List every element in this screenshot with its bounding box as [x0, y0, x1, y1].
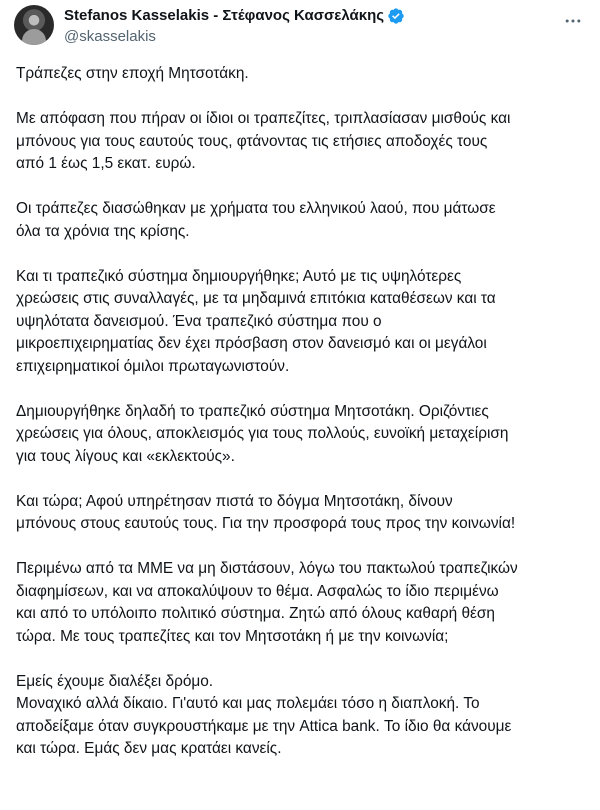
tweet-paragraph	[16, 266, 591, 379]
tweet-text-line: Δημιουργήθηκε δηλαδή το τραπεζικό σύστημα Μητσοτάκη. Οριζόντιες	[16, 402, 489, 420]
avatar[interactable]	[14, 5, 54, 45]
tweet-text-line: για τους λίγους και «εκλεκτούς».	[16, 447, 235, 465]
tweet-text-line: Με απόφαση που πήραν οι ίδιοι οι τραπεζίτες, τριπλασίασαν μισθούς και	[16, 110, 511, 127]
tweet-text-line: τώρα. Με τους τραπεζίτες και τον Μητσοτάκη ή με την κοινωνία;	[16, 627, 449, 645]
tweet-paragraph	[16, 198, 591, 243]
tweet-paragraph	[16, 63, 591, 86]
tweet-text-line: μπόνους στους εαυτούς τους. Για την προσφορά τους προς την κοινωνία!	[16, 515, 516, 532]
tweet-text-line: Και τι τραπεζικό σύστημα δημιουργήθηκε; Αυτό με τις υψηλότερες	[16, 267, 462, 285]
tweet-text-line: και τώρα. Εμάς δεν μας κρατάει κανείς.	[16, 740, 282, 757]
tweet-text-line: χρεώσεις για όλους, αποκλεισμός για τους πολλούς, ευνοϊκή μεταχείριση	[16, 425, 509, 442]
tweet-text-line: Και τώρα; Αφού υπηρέτησαν πιστά το δόγμα Μητσοτάκη, δίνουν	[16, 492, 453, 510]
tweet-text-line: διαφημίσεων, και να αποκαλύψουν το θέμα. Ασφαλώς το ίδιο περιμένω	[16, 582, 499, 600]
tweet-paragraph	[16, 491, 591, 536]
tweet-text-line: μπόνους για τους εαυτούς τους, φτάνοντας τις ετήσιες αποδοχές τους	[16, 132, 488, 150]
tweet-text-line: και από το υπόλοιπο πολιτικό σύστημα. Ζητώ από όλους καθαρή θέση	[16, 605, 495, 622]
tweet-text	[16, 63, 591, 783]
tweet-text-line: Εμείς έχουμε διαλέξει δρόμο.	[16, 672, 214, 690]
author-display-name[interactable]: Stefanos Kasselakis - Στέφανος Κασσελάκης	[64, 7, 385, 24]
tweet-text-line: επιχειρηματικοί όμιλοι πρωταγωνιστούν.	[16, 357, 290, 375]
tweet-text-line: Μοναχικό αλλά δίκαιο. Γι'αυτό και μας πολεμάει τόσο η διαπλοκή. Το	[16, 695, 480, 712]
tweet-text-line: Περιμένω από τα ΜΜΕ να μη διστάσουν, λόγω του πακτωλού τραπεζικών	[16, 560, 518, 577]
author-handle[interactable]: @skasselakis	[64, 28, 156, 45]
tweet-paragraph	[16, 558, 591, 648]
tweet-text-line: Τράπεζες στην εποχή Μητσοτάκη.	[16, 65, 249, 82]
tweet-paragraph	[16, 108, 591, 176]
author-name-row	[64, 6, 405, 26]
tweet-text-line: αποδείξαμε όταν συγκρουστήκαμε με την Attica bank. Το ίδιο θα κάνουμε	[16, 717, 512, 735]
more-options-icon[interactable]	[560, 10, 586, 32]
tweet-text-line: υψηλότατα δανεισμού. Ένα τραπεζικό σύστημα που ο	[16, 312, 382, 330]
tweet-header	[0, 0, 600, 60]
tweet-text-line: από 1 έως 1,5 εκατ. ευρώ.	[16, 155, 196, 172]
verified-badge-icon[interactable]	[387, 7, 405, 25]
tweet-text-line: χρεώσεις στις συναλλαγές, με τα μηδαμινά επιτόκια καταθέσεων και τα	[16, 290, 496, 307]
tweet-paragraph	[16, 401, 591, 469]
tweet-text-line: όλα τα χρόνια της κρίσης.	[16, 222, 190, 240]
tweet-paragraph	[16, 671, 591, 761]
tweet-text-line: μικροεπιχειρηματίας δεν έχει πρόσβαση στον δανεισμό και οι μεγάλοι	[16, 335, 487, 352]
tweet-text-line: Οι τράπεζες διασώθηκαν με χρήματα του ελληνικού λαού, που μάτωσε	[16, 200, 496, 217]
